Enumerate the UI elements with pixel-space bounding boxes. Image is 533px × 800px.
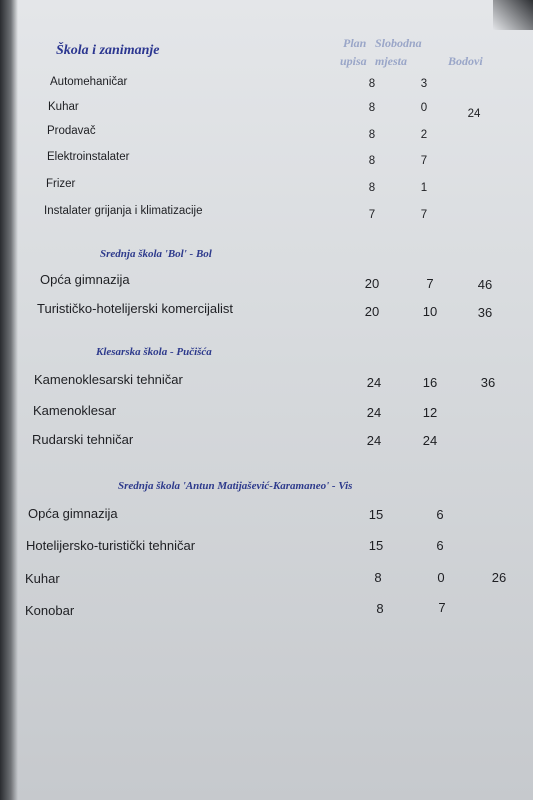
table-title: Škola i zanimanje bbox=[56, 43, 160, 58]
row-name: Kuhar bbox=[48, 101, 79, 113]
row-points: 36 bbox=[477, 305, 493, 320]
row-free: 6 bbox=[436, 538, 444, 553]
row-name: Konobar bbox=[25, 603, 75, 618]
row-free: 7 bbox=[420, 209, 428, 221]
points-header: Bodovi bbox=[448, 54, 483, 68]
row-free: 16 bbox=[422, 375, 438, 390]
row-name: Elektroinstalater bbox=[47, 151, 130, 163]
row-plan: 15 bbox=[368, 538, 384, 553]
row-plan: 15 bbox=[368, 507, 384, 522]
section-title: Srednja škola 'Bol' - Bol bbox=[100, 248, 212, 260]
row-name: Rudarski tehničar bbox=[32, 432, 134, 447]
row-plan: 8 bbox=[368, 102, 376, 114]
row-free: 7 bbox=[438, 600, 446, 615]
row-plan: 7 bbox=[368, 209, 376, 221]
row-free: 7 bbox=[420, 155, 428, 167]
plan-header-line2: upisa bbox=[340, 54, 367, 68]
row-points: 46 bbox=[477, 277, 493, 292]
row-plan: 20 bbox=[364, 304, 380, 319]
row-name: Kamenoklesarski tehničar bbox=[34, 372, 183, 387]
row-points: 36 bbox=[480, 375, 496, 390]
row-name: Opća gimnazija bbox=[40, 272, 130, 287]
free-header-line2: mjesta bbox=[375, 54, 407, 68]
row-plan: 8 bbox=[368, 78, 376, 90]
row-name: Turističko-hotelijerski komercijalist bbox=[37, 301, 234, 316]
row-name: Prodavač bbox=[47, 125, 96, 137]
row-plan: 20 bbox=[364, 276, 380, 291]
row-name: Kamenoklesar bbox=[33, 403, 117, 418]
row-points: 26 bbox=[491, 570, 507, 585]
row-free: 7 bbox=[426, 276, 434, 291]
row-plan: 8 bbox=[374, 570, 382, 585]
row-free: 2 bbox=[420, 129, 428, 141]
row-free: 1 bbox=[420, 182, 428, 194]
row-plan: 8 bbox=[368, 129, 376, 141]
section-title: Srednja škola 'Antun Matijašević-Karamaneo' - Vis bbox=[118, 480, 353, 492]
row-name: Kuhar bbox=[25, 571, 60, 586]
row-name: Automehaničar bbox=[50, 76, 128, 88]
row-name: Hotelijersko-turistički tehničar bbox=[26, 538, 196, 553]
row-name: Opća gimnazija bbox=[28, 506, 118, 521]
page-shadow-corner bbox=[493, 0, 533, 30]
row-free: 6 bbox=[436, 507, 444, 522]
row-free: 0 bbox=[437, 570, 445, 585]
row-free: 10 bbox=[422, 304, 438, 319]
row-plan: 24 bbox=[366, 375, 382, 390]
row-name: Frizer bbox=[46, 178, 76, 190]
row-points: 24 bbox=[467, 108, 481, 120]
page-shadow-left bbox=[0, 0, 18, 800]
free-header-line1: Slobodna bbox=[375, 36, 422, 50]
plan-header-line1: Plan bbox=[343, 36, 367, 50]
row-plan: 24 bbox=[366, 405, 382, 420]
row-name: Instalater grijanja i klimatizacije bbox=[44, 205, 203, 217]
row-plan: 8 bbox=[368, 155, 376, 167]
row-free: 0 bbox=[420, 102, 428, 114]
row-plan: 8 bbox=[376, 601, 384, 616]
row-free: 12 bbox=[422, 405, 438, 420]
row-free: 3 bbox=[420, 78, 428, 90]
section-title: Klesarska škola - Pučišća bbox=[96, 346, 212, 358]
row-plan: 8 bbox=[368, 182, 376, 194]
row-plan: 24 bbox=[366, 433, 382, 448]
row-free: 24 bbox=[422, 433, 438, 448]
